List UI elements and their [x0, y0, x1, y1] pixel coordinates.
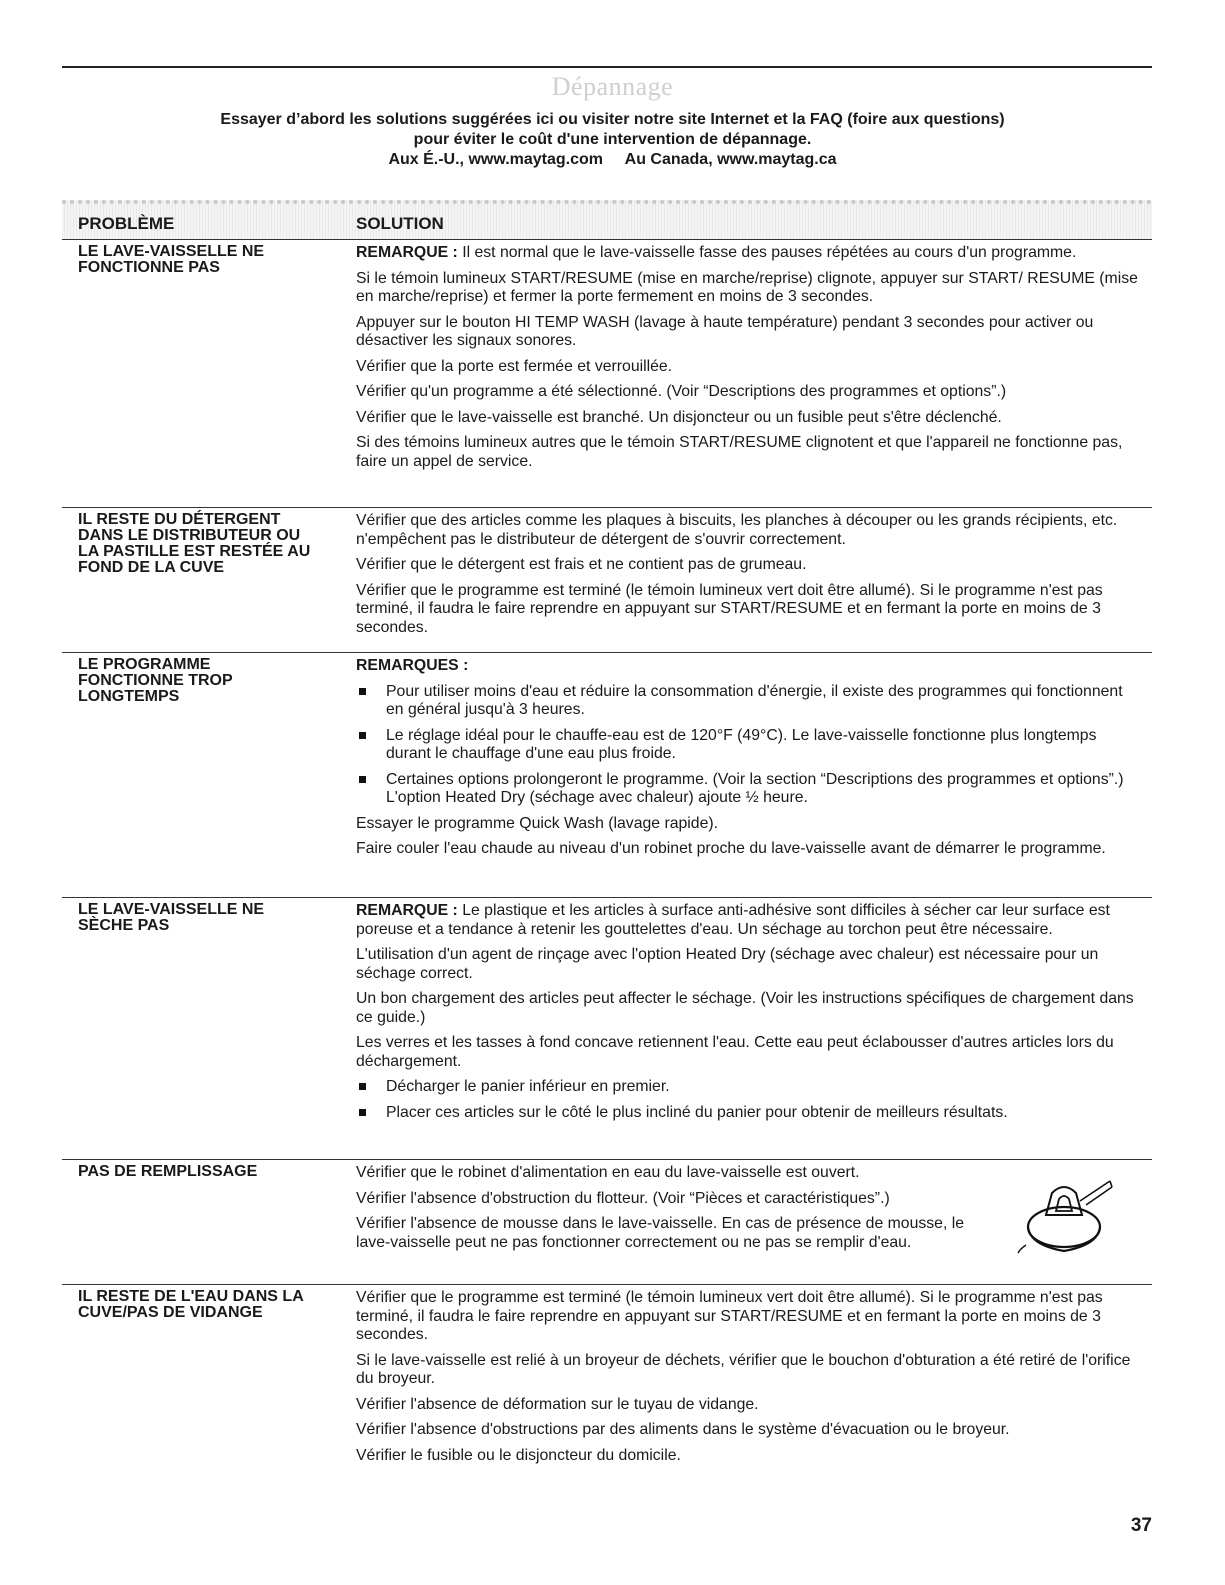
problem-line: LE LAVE-VAISSELLE NE	[78, 243, 265, 260]
remark	[356, 902, 1138, 939]
solution-text: Un bon chargement des articles peut affecter le séchage. (Voir les instructions spécifiques de chargement dans ce guide.)	[356, 990, 1134, 1026]
solution-cell	[356, 657, 1138, 866]
top-rule	[62, 66, 1152, 68]
remark-label: REMARQUE :	[356, 902, 458, 919]
bullet-text: Certaines options prolongeront le programme. (Voir la section “Descriptions des programmes et options”.) L'option Heated Dry (séchage avec chaleur) ajoute ½ heure.	[386, 770, 1124, 806]
solution-text: Vérifier l'absence de mousse dans le lave-vaisselle. En cas de présence de mousse, le lave-vaisselle peut ne pas fonctionner correctement ou ne pas se remplir d'eau.	[356, 1215, 965, 1251]
problem-line: LONGTEMPS	[78, 688, 180, 705]
float-illustration-icon	[1012, 1175, 1116, 1265]
solution-cell	[356, 1164, 996, 1259]
intro-line-1: Essayer d’abord les solutions suggérées ici ou visiter notre site Internet et la FAQ (foire aux questions)	[220, 111, 1005, 128]
problem-line: IL RESTE DU DÉTERGENT	[78, 511, 281, 528]
bullet-square-icon	[359, 1083, 366, 1090]
bullet-item	[356, 771, 1138, 808]
problem-line: SÈCHE PAS	[78, 917, 170, 934]
solution-text: Appuyer sur le bouton HI TEMP WASH (lavage à haute température) pendant 3 secondes pour activer ou désactiver les signaux sonores.	[356, 313, 1094, 349]
intro-text	[0, 110, 1225, 170]
bullet-text: Décharger le panier inférieur en premier.	[386, 1078, 670, 1095]
problem-cell	[78, 512, 340, 576]
bullet-text: Le réglage idéal pour le chauffe-eau est de 120°F (49°C). Le lave-vaisselle fonctionne plus longtemps durant le chauffage d'une eau plus froide.	[386, 726, 1097, 762]
solution-text: Vérifier le fusible ou le disjoncteur du domicile.	[356, 1446, 681, 1464]
bullet-item	[356, 727, 1138, 764]
problem-cell	[78, 1289, 340, 1321]
solution-text: Si le témoin lumineux START/RESUME (mise en marche/reprise) clignote, appuyer sur START/ RESUME (mise en marche/reprise) et fermer la porte fermement en moins de 3 secondes.	[356, 269, 1138, 305]
problem-cell	[78, 902, 340, 934]
solution-cell	[356, 244, 1138, 478]
table-row	[62, 898, 1152, 1160]
header-solution: SOLUTION	[356, 214, 444, 233]
page-number: 37	[1130, 1515, 1152, 1536]
bullet-square-icon	[359, 776, 366, 783]
problem-line: CUVE/PAS DE VIDANGE	[78, 1304, 263, 1321]
solution-text: Vérifier que le robinet d'alimentation en eau du lave-vaisselle est ouvert.	[356, 1164, 860, 1181]
problem-line: LA PASTILLE EST RESTÉE AU	[78, 543, 311, 560]
bullet-text: Pour utiliser moins d'eau et réduire la consommation d'énergie, il existe des programmes qui fonctionnent en général jusqu'à 3 heures.	[386, 682, 1123, 718]
bullet-item	[356, 1078, 1138, 1097]
remark-label: REMARQUES :	[356, 657, 469, 674]
remark-text: Il est normal que le lave-vaisselle fasse des pauses répétées au cours d'un programme.	[457, 244, 1077, 261]
bullet-text: Placer ces articles sur le côté le plus incliné du panier pour obtenir de meilleurs résultats.	[386, 1103, 1008, 1121]
remark	[356, 244, 1138, 263]
remark	[356, 657, 1138, 676]
problem-cell	[78, 1164, 340, 1180]
problem-line: DANS LE DISTRIBUTEUR OU	[78, 527, 301, 544]
page-title: Dépannage	[551, 72, 674, 101]
header-problem: PROBLÈME	[78, 214, 175, 233]
solution-text: Vérifier l'absence de déformation sur le tuyau de vidange.	[356, 1395, 759, 1413]
bullet-item	[356, 683, 1138, 720]
problem-line: PAS DE REMPLISSAGE	[78, 1163, 258, 1180]
solution-text: Essayer le programme Quick Wash (lavage rapide).	[356, 814, 719, 832]
problem-line: FONCTIONNE TROP	[78, 672, 233, 689]
bullet-square-icon	[359, 732, 366, 739]
bullet-item	[356, 1104, 1138, 1123]
solution-text: Si des témoins lumineux autres que le témoin START/RESUME clignotent et que l'appareil ne fonctionne pas, faire un appel de service.	[356, 434, 1123, 470]
solution-text: Vérifier que le lave-vaisselle est branché. Un disjoncteur ou un fusible peut s'être déclenché.	[356, 408, 1002, 426]
problem-line: FOND DE LA CUVE	[78, 559, 225, 576]
table-row	[62, 653, 1152, 898]
table-row	[62, 1160, 1152, 1285]
solution-text: Vérifier que le détergent est frais et ne contient pas de grumeau.	[356, 556, 807, 573]
solution-text: Vérifier qu'un programme a été sélectionné. (Voir “Descriptions des programmes et options”.)	[356, 383, 1007, 400]
solution-text: Faire couler l'eau chaude au niveau d'un robinet proche du lave-vaisselle avant de démarrer le programme.	[356, 840, 1106, 857]
problem-line: IL RESTE DE L'EAU DANS LA	[78, 1288, 304, 1305]
solution-text: L'utilisation d'un agent de rinçage avec l'option Heated Dry (séchage avec chaleur) est nécessaire pour un séchage correct.	[356, 946, 1099, 982]
problem-cell	[78, 657, 340, 705]
intro-line-3: Aux É.-U., www.maytag.com Au Canada, www.maytag.ca	[388, 151, 837, 168]
solution-text: Si le lave-vaisselle est relié à un broyeur de déchets, vérifier que le bouchon d'obturation a été retiré de l'orifice du broyeur.	[356, 1351, 1131, 1387]
table-row	[62, 240, 1152, 508]
table-row	[62, 508, 1152, 653]
solution-text: Vérifier l'absence d'obstruction du flotteur. (Voir “Pièces et caractéristiques”.)	[356, 1189, 890, 1207]
remark-text: Le plastique et les articles à surface anti-adhésive sont difficiles à sécher car leur surface est poreuse et a tendance à retenir les gouttelettes d'eau. Un séchage au torchon peut être nécessaire.	[356, 902, 1110, 938]
solution-cell	[356, 902, 1138, 1129]
table-row	[62, 1285, 1152, 1481]
problem-cell	[78, 244, 340, 276]
bullet-square-icon	[359, 688, 366, 695]
solution-text: Vérifier que le programme est terminé (le témoin lumineux vert doit être allumé). Si le programme n'est pas terminé, il faudra le faire reprendre en appuyant sur START/RESUME et en fermant la porte en moins de 3 secondes.	[356, 1289, 1103, 1343]
table-header	[62, 200, 1152, 240]
intro-line-2: pour éviter le coût d'une intervention de dépannage.	[413, 131, 812, 148]
problem-line: LE LAVE-VAISSELLE NE	[78, 901, 265, 918]
bullet-square-icon	[359, 1109, 366, 1116]
solution-text: Les verres et les tasses à fond concave retiennent l'eau. Cette eau peut éclabousser d'autres articles lors du déchargement.	[356, 1034, 1114, 1070]
problem-line: LE PROGRAMME	[78, 656, 211, 673]
solution-cell	[356, 512, 1138, 644]
solution-text: Vérifier que des articles comme les plaques à biscuits, les planches à découper ou les grands récipients, etc. n'empêchent pas le distributeur de détergent de s'ouvrir correctement.	[356, 512, 1118, 548]
solution-text: Vérifier que le programme est terminé (le témoin lumineux vert doit être allumé). Si le programme n'est pas terminé, il faudra le faire reprendre en appuyant sur START/RESUME et en fermant la porte en moins de 3 secondes.	[356, 581, 1103, 636]
remark-label: REMARQUE :	[356, 244, 458, 261]
problem-line: FONCTIONNE PAS	[78, 259, 220, 276]
solution-text: Vérifier que la porte est fermée et verrouillée.	[356, 357, 673, 375]
solution-cell	[356, 1289, 1138, 1472]
solution-text: Vérifier l'absence d'obstructions par des aliments dans le système d'évacuation ou le broyeur.	[356, 1421, 1010, 1438]
